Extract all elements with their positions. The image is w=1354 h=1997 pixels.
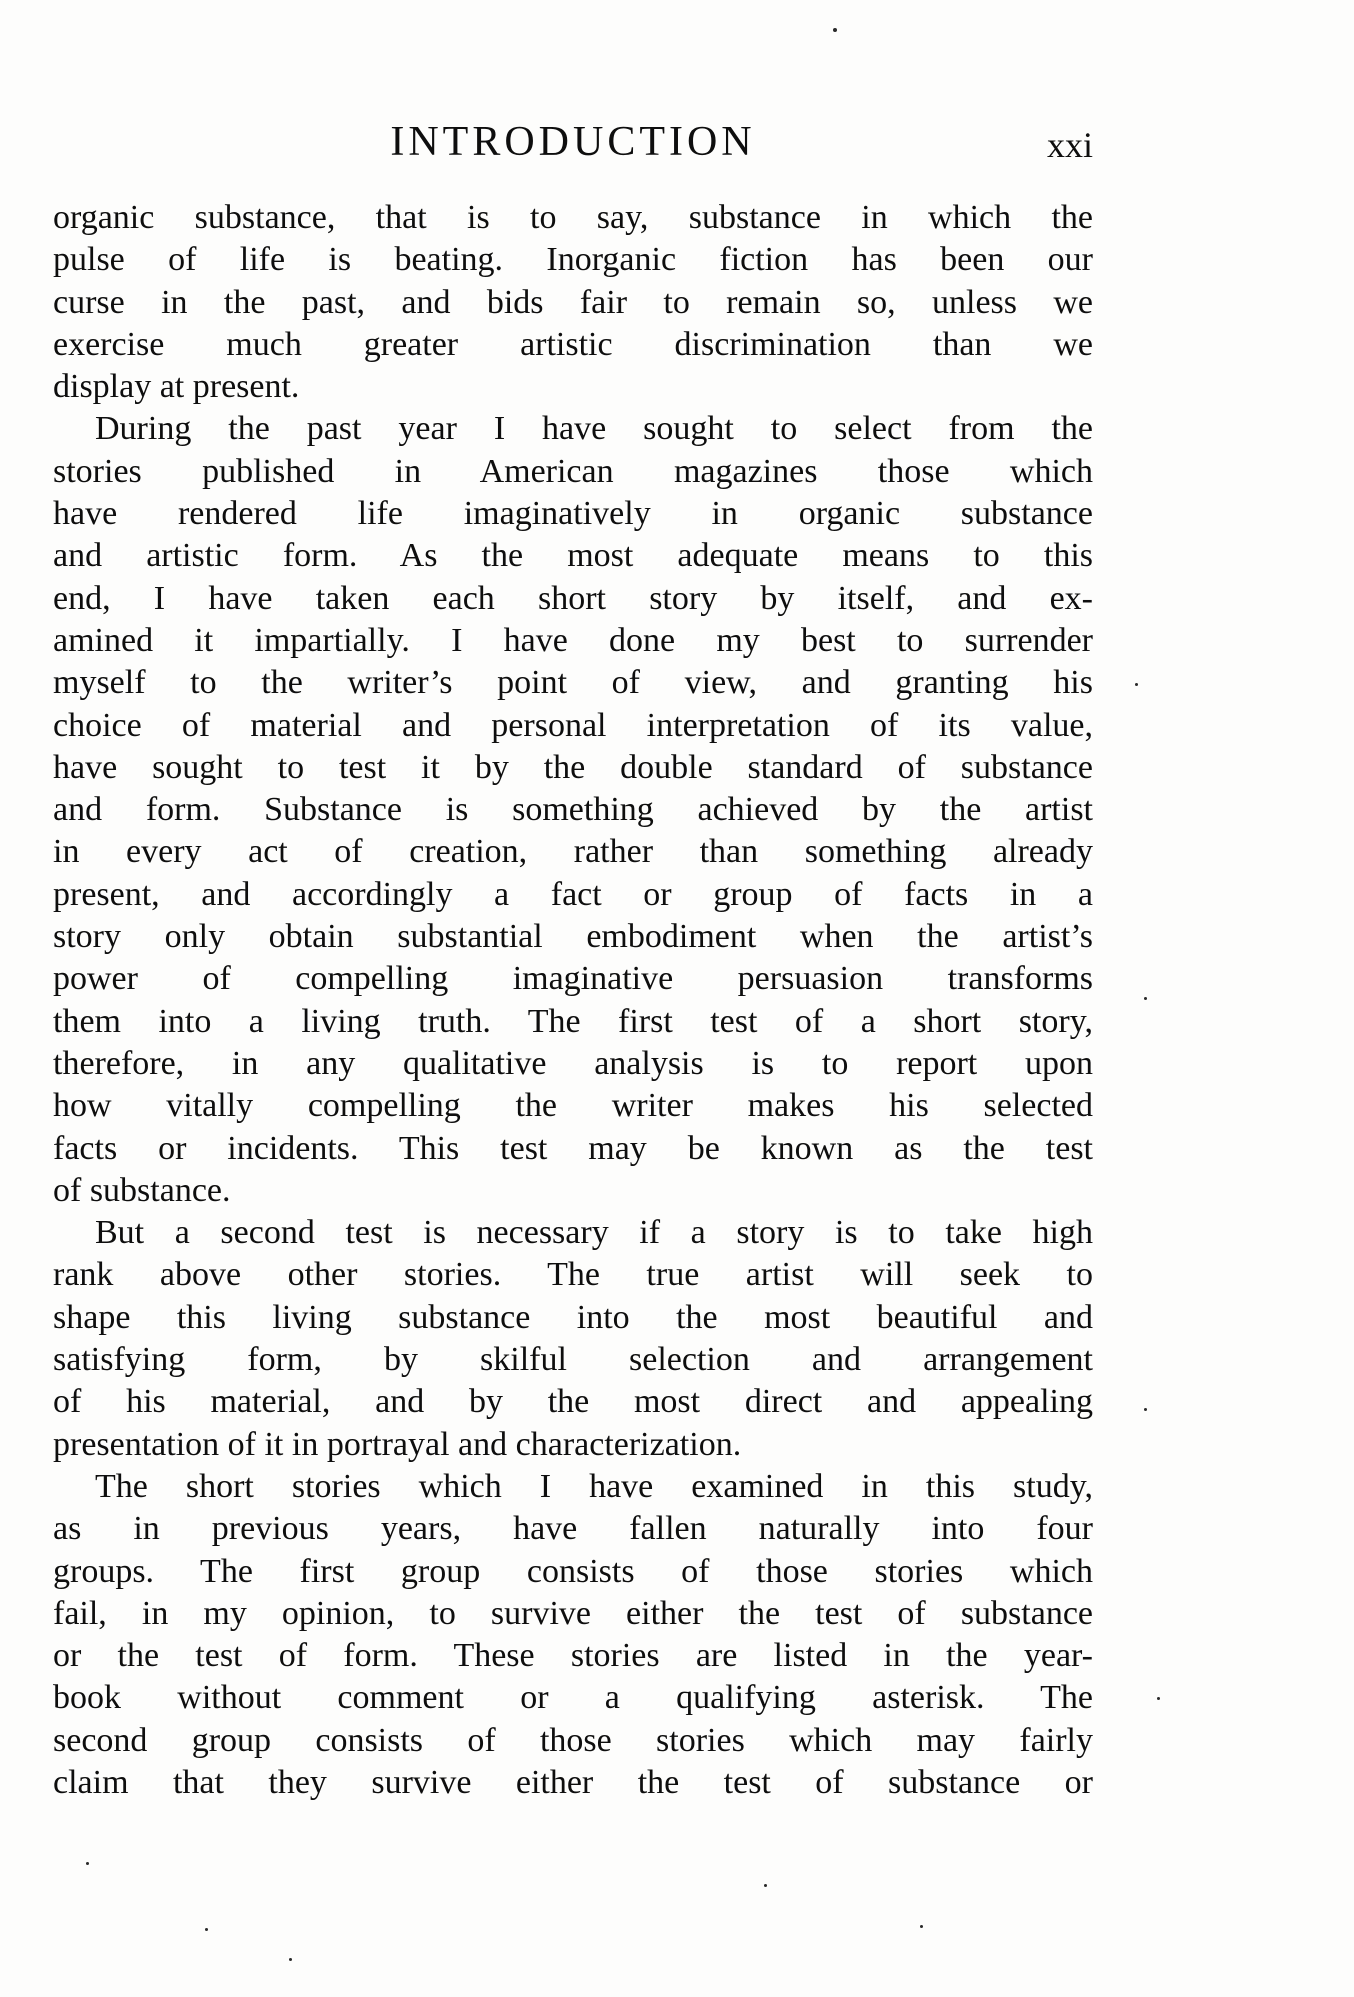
text-line: amined it impartially. I have done my best to surrender <box>53 621 1093 659</box>
text-line: choice of material and personal interpretation of its value, <box>53 706 1093 744</box>
scan-speck <box>86 1862 89 1865</box>
scan-speck <box>205 1928 208 1931</box>
text-line: display at present. <box>53 368 300 406</box>
scan-speck <box>920 1925 923 1928</box>
text-line: story only obtain substantial embodiment when the artist’s <box>53 918 1093 956</box>
text-line: exercise much greater artistic discrimination than we <box>53 325 1093 363</box>
text-line: have sought to test it by the double standard of substance <box>53 748 1093 786</box>
scan-speck <box>289 1958 292 1961</box>
text-line: have rendered life imaginatively in organic substance <box>53 495 1093 533</box>
paragraph <box>53 1466 1093 1804</box>
paragraph <box>53 197 1093 408</box>
scan-speck <box>1135 683 1138 686</box>
text-line: facts or incidents. This test may be known as the test <box>53 1129 1093 1167</box>
text-line: During the past year I have sought to select from the <box>95 410 1093 448</box>
text-line: second group consists of those stories which may fairly <box>53 1721 1093 1759</box>
text-line: The short stories which I have examined in this study, <box>95 1467 1093 1505</box>
chapter-title: INTRODUCTION <box>390 119 756 165</box>
text-line: But a second test is necessary if a story is to take high <box>95 1214 1093 1252</box>
text-line: power of compelling imaginative persuasion transforms <box>53 960 1093 998</box>
page-header <box>53 120 1093 170</box>
text-line: how vitally compelling the writer makes his selected <box>53 1087 1093 1125</box>
scan-speck <box>1157 1697 1160 1700</box>
text-line: myself to the writer’s point of view, and granting his <box>53 664 1093 702</box>
text-line: stories published in American magazines those which <box>53 452 1093 490</box>
paragraph <box>53 408 1093 1212</box>
text-line: satisfying form, by skilful selection and arrangement <box>53 1341 1093 1379</box>
page-body <box>53 197 1093 1804</box>
scan-speck <box>1144 997 1147 1000</box>
text-line: pulse of life is beating. Inorganic fiction has been our <box>53 241 1093 279</box>
page-number: xxi <box>1046 125 1093 165</box>
text-line: book without comment or a qualifying asterisk. The <box>53 1679 1093 1717</box>
text-line: shape this living substance into the most beautiful and <box>53 1298 1093 1336</box>
text-line: and form. Substance is something achieved by the artist <box>53 791 1093 829</box>
text-line: fail, in my opinion, to survive either the test of substance <box>53 1594 1093 1632</box>
scan-speck <box>1144 1408 1147 1411</box>
text-line: or the test of form. These stories are listed in the year- <box>53 1637 1093 1675</box>
paragraph <box>53 1212 1093 1466</box>
text-line: them into a living truth. The first test of a short story, <box>53 1002 1093 1040</box>
text-line: and artistic form. As the most adequate means to this <box>53 537 1093 575</box>
scan-speck <box>764 1884 767 1887</box>
scan-speck <box>833 28 837 32</box>
text-line: curse in the past, and bids fair to remain so, unless we <box>53 283 1093 321</box>
text-line: claim that they survive either the test of substance or <box>53 1763 1093 1801</box>
text-line: of substance. <box>53 1171 231 1209</box>
text-line: in every act of creation, rather than something already <box>53 833 1093 871</box>
text-line: organic substance, that is to say, substance in which the <box>53 199 1093 236</box>
text-line: as in previous years, have fallen naturally into four <box>53 1510 1093 1548</box>
text-line: therefore, in any qualitative analysis is to report upon <box>53 1044 1093 1082</box>
text-line: end, I have taken each short story by itself, and ex- <box>53 579 1093 617</box>
text-line: groups. The first group consists of those stories which <box>53 1552 1093 1590</box>
text-line: presentation of it in portrayal and characterization. <box>53 1425 742 1463</box>
text-line: rank above other stories. The true artist will seek to <box>53 1256 1093 1294</box>
text-line: of his material, and by the most direct and appealing <box>53 1383 1093 1421</box>
text-line: present, and accordingly a fact or group of facts in a <box>53 875 1093 913</box>
